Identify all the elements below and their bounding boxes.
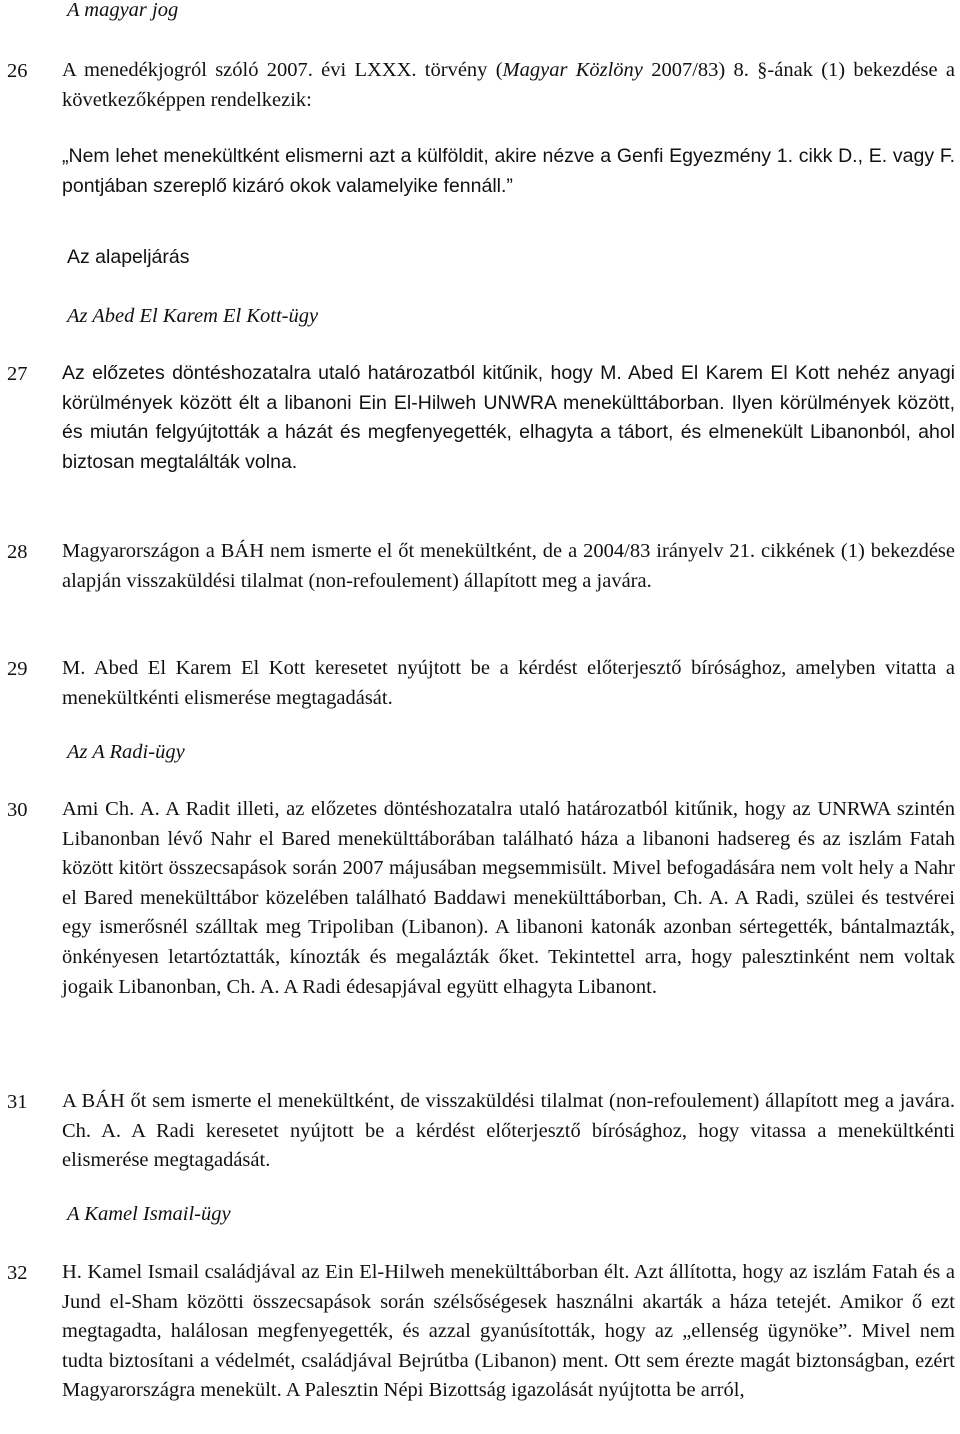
paragraph-26 [62,56,955,115]
paragraph-number-32: 32 [7,1262,28,1284]
paragraph-number-28: 28 [7,541,28,563]
paragraph-31: A BÁH őt sem ismerte el menekültként, de visszaküldési tilalmat (non-refoulement) állapított meg a javára. Ch. A. A Radi keresetet nyújtott be a kérdést előterjesztő bírósághoz, hogy vitassa a menekültkénti elismerése megtagadását. [62,1090,955,1172]
section-title-main-proceedings: Az alapeljárás [67,246,190,268]
case-heading-kamel-ismail: A Kamel Ismail-ügy [67,1203,231,1225]
paragraph-27-text: Az előzetes döntéshozatalra utaló határozatból kitűnik, hogy M. Abed El Karem El Kott nehéz anyagi körülmények között élt a libanoni Ein El-Hilweh UNWRA menekülttáborban. Ilyen körülmények között, és miután felgyújtották a házát és megfenyegették, elhagyta a tábort, és elmenekült Libanonból, ahol biztosan megtalálták volna. [62,362,955,473]
paragraph-number-31: 31 [7,1091,28,1113]
paragraph-number-29: 29 [7,658,28,680]
case-heading-a-radi: Az A Radi-ügy [67,741,185,763]
paragraph-26-text-end: 2007/83) 8. §-ának (1) bekezdése a következőképpen rendelkezik: [62,59,955,111]
paragraph-26-italic: Magyar Közlöny [502,59,643,81]
paragraph-27 [62,359,955,477]
paragraph-30: Ami Ch. A. A Radit illeti, az előzetes döntéshozatalra utaló határozatból kitűnik, hogy az UNRWA szintén Libanonban lévő Nahr el Bared menekülttáborában található háza a libanoni hadsereg és az iszlám Fatah között kitört összecsapások során 2007 májusában megsemmisült. Mivel befogadására nem volt hely a Nahr el Bared menekülttábor közelében található Baddawi menekülttáborban, Ch. A. A Radi, szülei és testvérei egy ismerősnél szálltak meg Tripoliban (Libanon). A libanoni katonák azonban sértegették, bántalmazták, önkényesen letartóztatták, kínozták és megalázták őket. Tekintettel arra, hogy palesztinként nem voltak jogaik Libanonban, Ch. A. A Radi édesapjával együtt elhagyta Libanont. [62,798,955,998]
section-heading-hungarian-law: A magyar jog [67,0,179,21]
paragraph-32: H. Kamel Ismail családjával az Ein El-Hilweh menekülttáborban élt. Azt állította, hogy az iszlám Fatah és a Jund el-Sham közötti összecsapások során szélsőségesek használni akarták a háza tetejét. Amikor ő ezt megtagadta, halálosan megfenyegették, és azzal gyanúsították, hogy az „ellenség ügynöke”. Mivel nem tudta biztosítani a védelmét, családjával Bejrútba (Libanon) ment. Ott sem érezte magát biztonságban, ezért Magyarországra menekült. A Palesztin Népi Bizottság igazolását nyújtotta be arról, [62,1261,955,1402]
paragraph-26-text-start: A menedékjogról szóló 2007. évi LXXX. törvény ( [62,59,503,81]
paragraph-28: Magyarországon a BÁH nem ismerte el őt menekültként, de a 2004/83 irányelv 21. cikkének (1) bekezdése alapján visszaküldési tilalmat (non-refoulement) állapított meg a javára. [62,540,955,592]
paragraph-29: M. Abed El Karem El Kott keresetet nyújtott be a kérdést előterjesztő bírósághoz, amelyben vitatta a menekültkénti elismerése megtagadását. [62,657,955,709]
paragraph-number-26: 26 [7,60,28,82]
case-heading-el-kott: Az Abed El Karem El Kott-ügy [67,305,319,327]
paragraph-number-27: 27 [7,363,28,385]
quoted-provision: „Nem lehet menekültként elismerni azt a külföldit, akire nézve a Genfi Egyezmény 1. cikk D., E. vagy F. pontjában szereplő kizáró okok valamelyike fennáll.” [62,145,955,197]
paragraph-number-30: 30 [7,799,28,821]
